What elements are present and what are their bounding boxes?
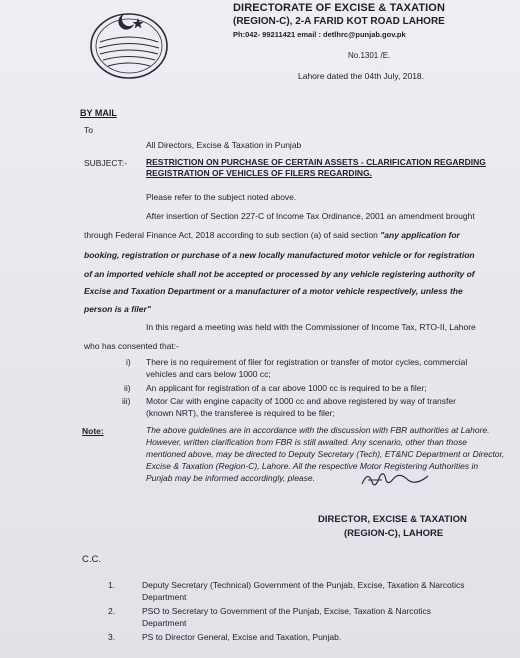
paragraph-3-line-1: In this regard a meeting was held with the Commissioner of Income Tax, RTO-II, Lahore <box>146 322 476 332</box>
paragraph-3-line-2: who has consented that:- <box>84 341 179 351</box>
directorate-heading: DIRECTORATE OF EXCISE & TAXATION <box>233 2 446 14</box>
list-item-number: i) <box>126 357 131 367</box>
cc-item-number: 2. <box>108 606 116 616</box>
paragraph-2-line-2: through Federal Finance Act, 2018 according to sub section (a) of said section "any application for <box>84 230 460 240</box>
director-title: DIRECTOR, EXCISE & TAXATION <box>318 514 467 525</box>
list-item-number: iii) <box>122 396 131 406</box>
paragraph-2-line-1: After insertion of Section 227-C of Income Tax Ordinance, 2001 an amendment brought <box>146 211 475 221</box>
cc-item-text: PS to Director General, Excise and Taxation, Punjab. <box>142 632 342 642</box>
subject-text: RESTRICTION ON PURCHASE OF CERTAIN ASSETS - CLARIFICATION REGARDING REGISTRATION OF VEHICLES OF FILERS REGARDING. <box>146 157 486 178</box>
cc-item-text-continued: Department <box>142 592 187 602</box>
recipient: All Directors, Excise & Taxation in Punjab <box>146 140 302 150</box>
paragraph-2-line-3: booking, registration or purchase of a new locally manufactured motor vehicle or for registration <box>84 250 475 260</box>
handwritten-signature <box>358 468 438 490</box>
cc-item-number: 1. <box>108 580 116 590</box>
cc-item-text: Deputy Secretary (Technical) Government of the Punjab, Excise, Taxation & Narcotics <box>142 580 465 590</box>
list-item-text: An applicant for registration of a car above 1000 cc is required to be a filer; <box>146 383 427 393</box>
list-item-text-continued: (known NRT), the transferee is required to be filer; <box>146 408 335 418</box>
cc-label: C.C. <box>82 554 101 565</box>
list-item-text: There is no requirement of filer for registration or transfer of motor cycles, commercial <box>146 357 468 367</box>
letter-date: Lahore dated the 04th July, 2018. <box>298 71 425 81</box>
note-text: The above guidelines are in accordance with the discussion with FBR authorities at Lahore. However, written clarification from FBR is still awaited. Any scenario, other than those mentioned above, may be directed to Deputy Secretary (Tech), ET&NC Department or Director, Excise & Taxation (Region-C), Lahore. All the respective Motor Registering Authorities in Punjab may be informed accordingly, please. <box>146 425 505 483</box>
list-item-text-continued: vehicles and cars below 1000 cc; <box>146 369 271 379</box>
punjab-government-emblem-icon <box>88 8 170 80</box>
list-item-number: ii) <box>124 383 131 393</box>
subject-label: SUBJECT:- <box>84 158 127 168</box>
list-item-text: Motor Car with engine capacity of 1000 cc and above registered by way of transfer <box>146 396 456 406</box>
letter-number: No.1301 /E. <box>348 51 391 60</box>
cc-item-text: PSO to Secretary to Government of the Punjab, Excise, Taxation & Narcotics <box>142 606 431 616</box>
by-mail-label: BY MAIL <box>80 108 117 118</box>
paragraph-reference: Please refer to the subject noted above. <box>146 192 297 202</box>
directorate-contact: Ph:042- 99211421 email : detlhrc@punjab.gov.pk <box>233 30 406 39</box>
cc-item-text-continued: Department <box>142 618 187 628</box>
paragraph-2-line-6: person is a filer" <box>84 304 151 314</box>
note-label: Note: <box>82 426 104 436</box>
paragraph-2-line-4: of an imported vehicle shall not be accepted or processed by any vehicle registering authority of <box>84 269 475 279</box>
to-label: To <box>84 125 93 135</box>
director-region: (REGION-C), LAHORE <box>344 528 444 539</box>
cc-item-number: 3. <box>108 632 116 642</box>
paragraph-2-line-5: Excise and Taxation Department or a manufacturer of a motor vehicle respectively, unless the <box>84 286 463 296</box>
directorate-address: (REGION-C), 2-A FARID KOT ROAD LAHORE <box>233 16 445 27</box>
